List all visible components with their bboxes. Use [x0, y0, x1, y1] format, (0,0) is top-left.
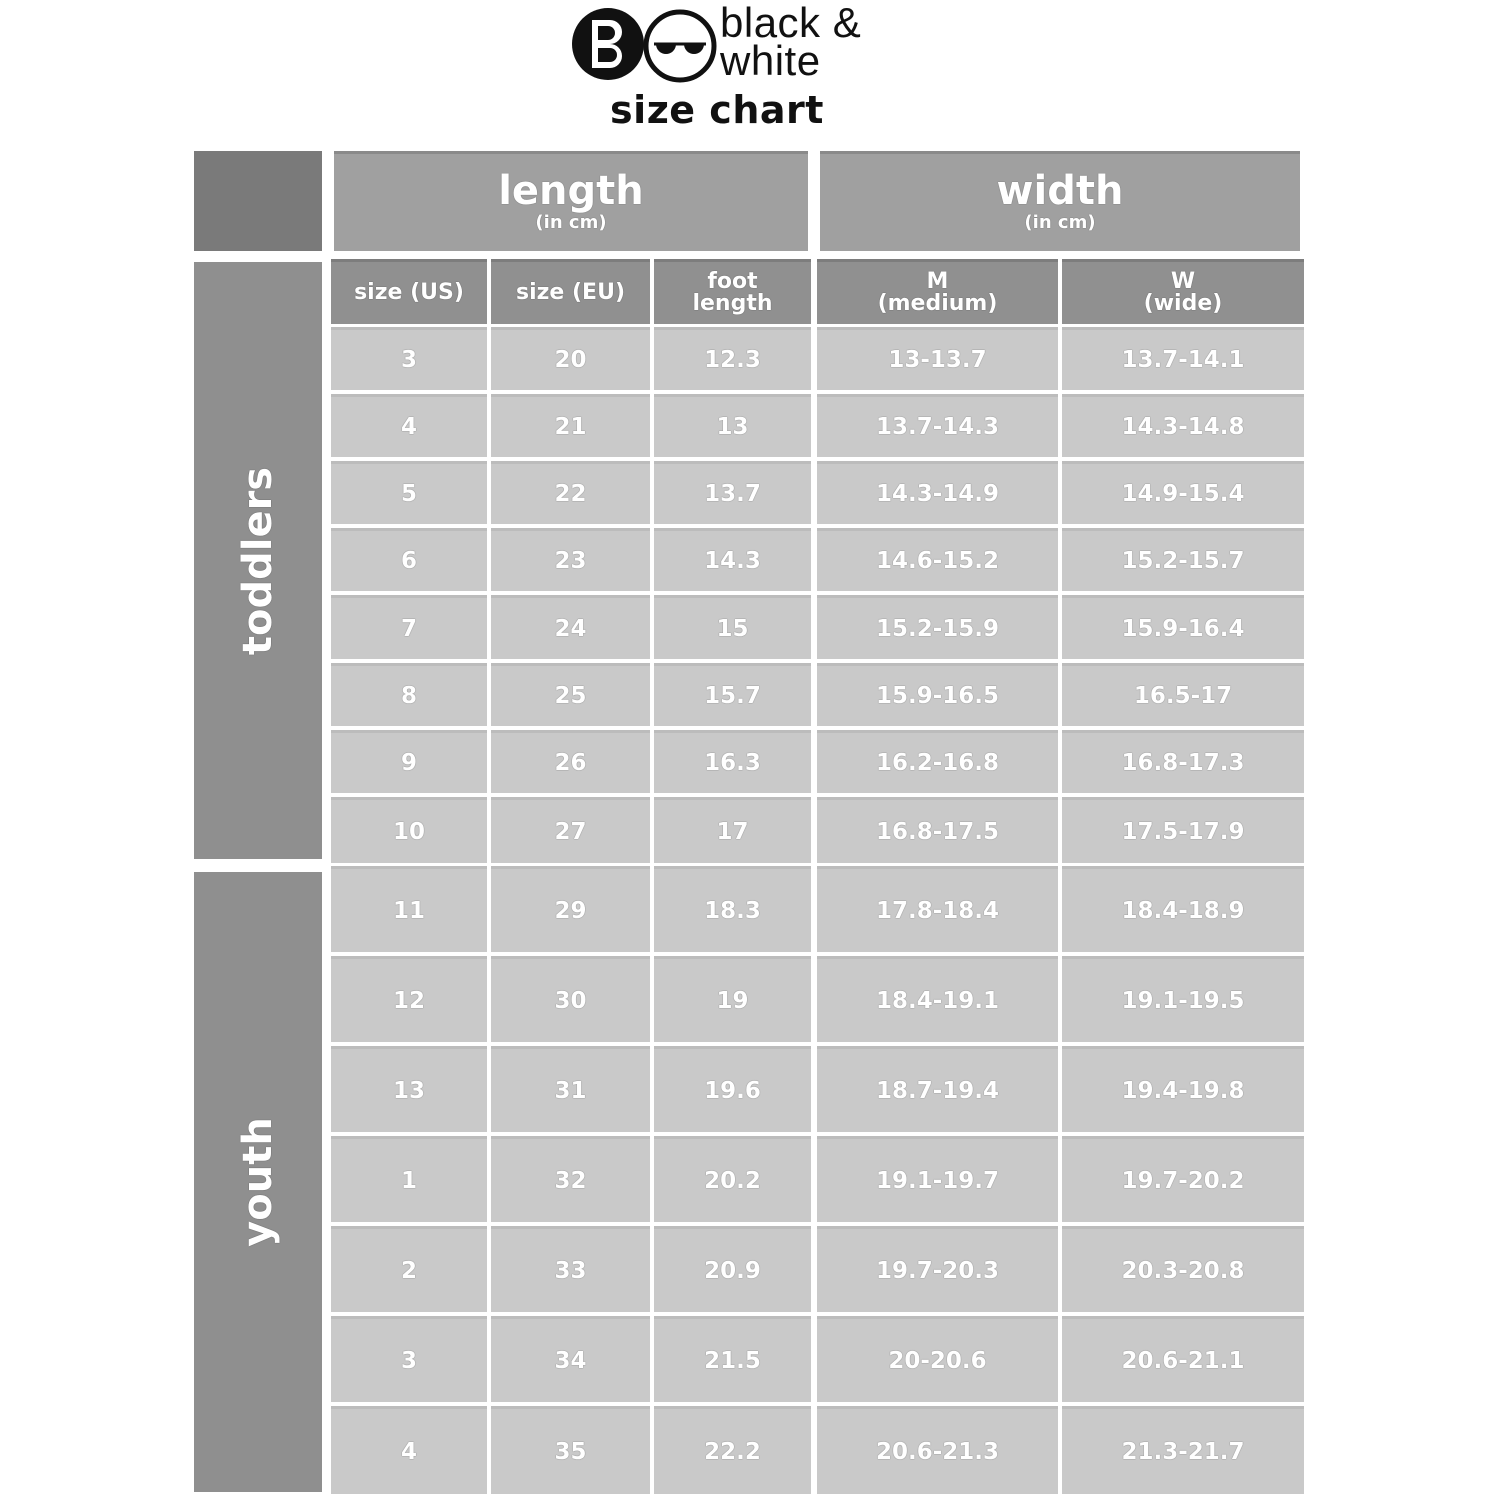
table-cell: 32	[491, 1136, 650, 1222]
table-cell: 24	[491, 595, 650, 659]
group-unit-width: (in cm)	[1024, 212, 1096, 233]
table-cell: 15	[654, 595, 811, 659]
table-cell: 14.3	[654, 528, 811, 591]
table-cell: 21.3-21.7	[1062, 1406, 1304, 1494]
table-cell: 13-13.7	[817, 327, 1058, 390]
table-cell: 20.2	[654, 1136, 811, 1222]
table-cell: 15.9-16.4	[1062, 595, 1304, 659]
table-cell: 14.3-14.9	[817, 461, 1058, 524]
table-cell: 27	[491, 797, 650, 863]
table-cell: 17.5-17.9	[1062, 797, 1304, 863]
table-cell: 20.3-20.8	[1062, 1226, 1304, 1312]
table-cell: 34	[491, 1316, 650, 1402]
group-header-length	[334, 151, 808, 251]
table-cell: 19	[654, 956, 811, 1042]
table-cell: 16.5-17	[1062, 663, 1304, 726]
table-cell: 20-20.6	[817, 1316, 1058, 1402]
table-cell: 13.7	[654, 461, 811, 524]
table-cell: 22.2	[654, 1406, 811, 1494]
table-cell: 20.6-21.1	[1062, 1316, 1304, 1402]
table-cell: 31	[491, 1046, 650, 1132]
brand-name-line2: white	[720, 37, 821, 84]
table-cell: 13.7-14.1	[1062, 327, 1304, 390]
table-cell: 12	[331, 956, 487, 1042]
table-cell: 18.7-19.4	[817, 1046, 1058, 1132]
brand-name-line1: black &	[720, 0, 862, 46]
table-cell: 26	[491, 730, 650, 793]
table-cell: 14.3-14.8	[1062, 394, 1304, 457]
group-title-width: width	[996, 168, 1124, 214]
table-cell: 2	[331, 1226, 487, 1312]
table-cell: 33	[491, 1226, 650, 1312]
table-cell: 12.3	[654, 327, 811, 390]
column-header: W (wide)	[1062, 259, 1304, 324]
table-cell: 13.7-14.3	[817, 394, 1058, 457]
table-cell: 16.2-16.8	[817, 730, 1058, 793]
table-cell: 18.3	[654, 866, 811, 952]
table-cell: 16.8-17.5	[817, 797, 1058, 863]
table-cell: 29	[491, 866, 650, 952]
table-cell: 30	[491, 956, 650, 1042]
section-text-youth: youth	[235, 1117, 281, 1247]
table-cell: 3	[331, 1316, 487, 1402]
brand-name	[720, 0, 862, 84]
table-cell: 19.6	[654, 1046, 811, 1132]
table-cell: 4	[331, 1406, 487, 1494]
group-header-width	[820, 151, 1300, 251]
section-label-youth	[194, 872, 322, 1492]
table-cell: 14.6-15.2	[817, 528, 1058, 591]
table-cell: 5	[331, 461, 487, 524]
table-cell: 14.9-15.4	[1062, 461, 1304, 524]
table-cell: 35	[491, 1406, 650, 1494]
table-cell: 15.2-15.9	[817, 595, 1058, 659]
table-cell: 20.6-21.3	[817, 1406, 1058, 1494]
table-cell: 8	[331, 663, 487, 726]
table-cell: 11	[331, 866, 487, 952]
column-header: size (EU)	[491, 259, 650, 324]
table-cell: 22	[491, 461, 650, 524]
table-cell: 18.4-19.1	[817, 956, 1058, 1042]
table-cell: 13	[331, 1046, 487, 1132]
table-cell: 16.3	[654, 730, 811, 793]
table-cell: 16.8-17.3	[1062, 730, 1304, 793]
table-cell: 17.8-18.4	[817, 866, 1058, 952]
table-cell: 6	[331, 528, 487, 591]
table-cell: 18.4-18.9	[1062, 866, 1304, 952]
corner-block	[194, 151, 322, 251]
table-cell: 15.9-16.5	[817, 663, 1058, 726]
table-cell: 20	[491, 327, 650, 390]
table-cell: 13	[654, 394, 811, 457]
table-cell: 19.7-20.3	[817, 1226, 1058, 1312]
table-cell: 21	[491, 394, 650, 457]
table-cell: 15.7	[654, 663, 811, 726]
table-cell: 19.4-19.8	[1062, 1046, 1304, 1132]
table-cell: 19.1-19.5	[1062, 956, 1304, 1042]
group-unit-length: (in cm)	[535, 212, 607, 233]
table-cell: 20.9	[654, 1226, 811, 1312]
table-cell: 4	[331, 394, 487, 457]
brand-logo-mark	[570, 4, 720, 86]
brand-logo	[570, 0, 890, 86]
group-title-length: length	[498, 168, 644, 214]
table-cell: 9	[331, 730, 487, 793]
table-cell: 17	[654, 797, 811, 863]
table-cell: 10	[331, 797, 487, 863]
table-cell: 19.1-19.7	[817, 1136, 1058, 1222]
column-header: foot length	[654, 259, 811, 324]
table-cell: 15.2-15.7	[1062, 528, 1304, 591]
table-cell: 23	[491, 528, 650, 591]
table-cell: 21.5	[654, 1316, 811, 1402]
table-cell: 1	[331, 1136, 487, 1222]
section-label-toddlers	[194, 262, 322, 859]
table-cell: 7	[331, 595, 487, 659]
page-title: size chart	[610, 88, 824, 132]
table-cell: 25	[491, 663, 650, 726]
table-cell: 3	[331, 327, 487, 390]
section-text-toddlers: toddlers	[235, 466, 281, 655]
column-header: size (US)	[331, 259, 487, 324]
table-cell: 19.7-20.2	[1062, 1136, 1304, 1222]
column-header: M (medium)	[817, 259, 1058, 324]
